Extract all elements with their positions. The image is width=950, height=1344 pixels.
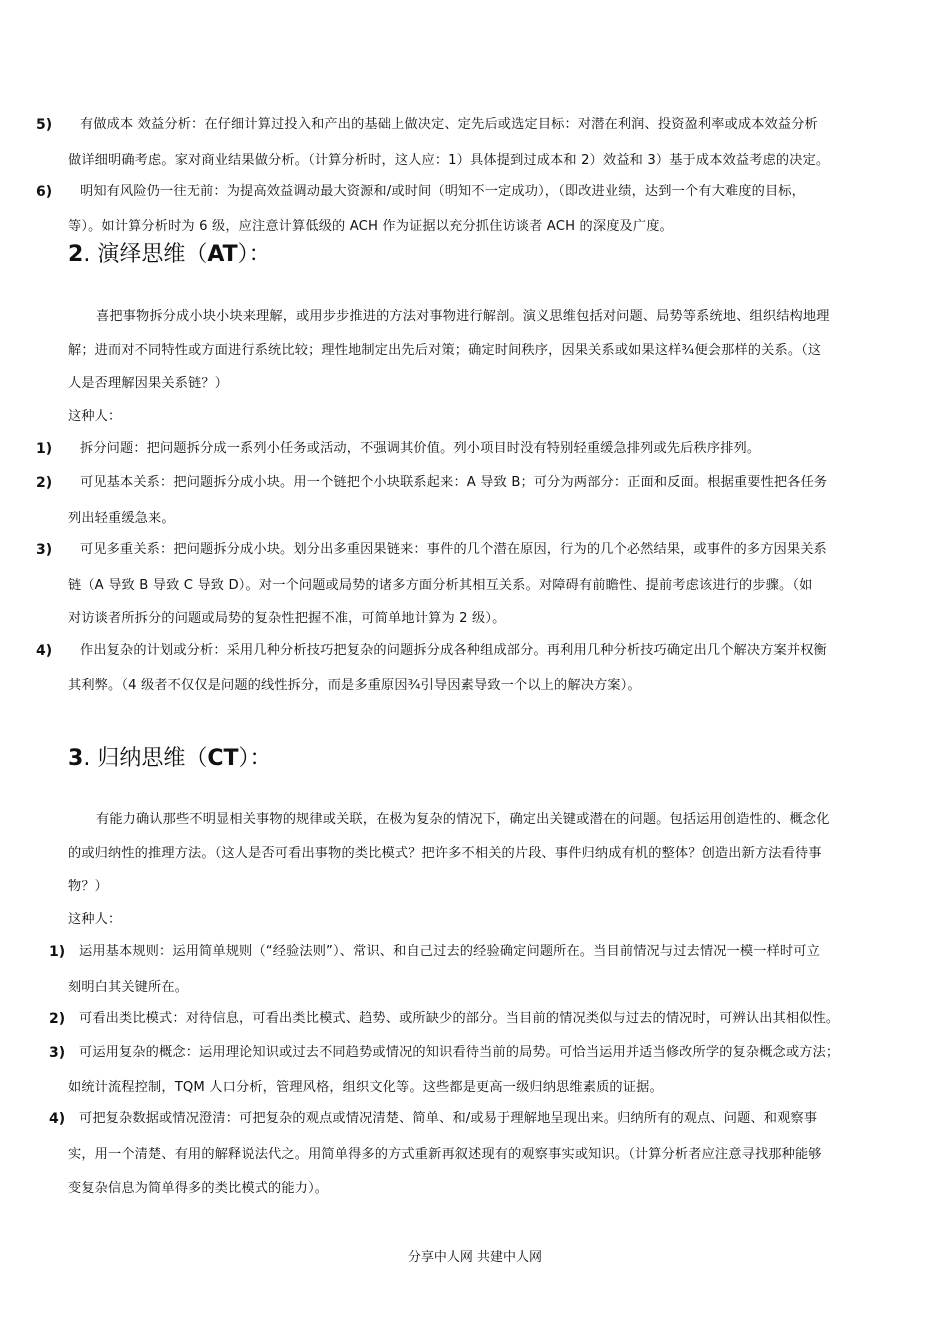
item-text-line: 其利弊。（4 级者不仅仅是问题的线性拆分，而是多重原因¾引导因素导致一个以上的解决方案）。: [68, 678, 641, 693]
lead-text: 这种人：: [68, 912, 122, 927]
section-heading: [68, 745, 272, 773]
heading-number: 2: [68, 242, 84, 267]
item-text-line: 可把复杂数据或情况澄清：可把复杂的观点或情况清楚、简单、和/或易于理解地呈现出来。归纳所有的观点、问题、和观察事: [79, 1111, 818, 1126]
heading-title: 归纳思维（: [97, 746, 208, 771]
item-number: 1): [49, 944, 66, 960]
item-number: 4): [49, 1111, 66, 1127]
item-number: 5): [36, 117, 53, 133]
item-number: 3): [49, 1045, 66, 1061]
lead-text: 这种人：: [68, 409, 122, 424]
heading-number: 3: [68, 746, 84, 771]
item-number: 3): [36, 542, 53, 558]
item-text-line: 拆分问题：把问题拆分成一系列小任务或活动，不强调其价值。列小项目时没有特别轻重缓急排列或先后秩序排列。: [80, 441, 761, 456]
item-text-line: 可见多重关系：把问题拆分成小块。划分出多重因果链来：事件的几个潜在原因，行为的几个必然结果，或事件的多方因果关系: [80, 542, 827, 557]
item-text-line: 链（A 导致 B 导致 C 导致 D）。对一个问题或局势的诸多方面分析其相互关系。对障碍有前瞻性、提前考虑该进行的步骤。（如: [68, 578, 813, 593]
page-footer: 分享中人网 共建中人网: [407, 1250, 543, 1265]
heading-end: ）：: [237, 242, 271, 267]
intro-line: 喜把事物拆分成小块小块来理解，或用步步推进的方法对事物进行解剖。演义思维包括对问题、局势等系统地、组织结构地理: [96, 309, 830, 324]
item-text-line: 可运用复杂的概念：运用理论知识或过去不同趋势或情况的知识看待当前的局势。可恰当运用并适当修改所学的复杂概念或方法；: [79, 1045, 840, 1060]
item-text-line: 作出复杂的计划或分析：采用几种分析技巧把复杂的问题拆分成各种组成部分。再利用几种分析技巧确定出几个解决方案并权衡: [80, 643, 827, 658]
item-text-line: 做详细明确考虑。家对商业结果做分析。（计算分析时，这人应：1）具体提到过成本和 2）效益和 3）基于成本效益考虑的决定。: [68, 153, 830, 168]
item-text-line: 明知有风险仍一往无前：为提高效益调动最大资源和/或时间（明知不一定成功），（即改进业绩，达到一个有大难度的目标，: [80, 184, 805, 199]
item-text-line: 运用基本规则：运用简单规则（“经验法则”）、常识、和自己过去的经验确定问题所在。当目前情况与过去情况一模一样时可立: [79, 944, 820, 959]
heading-title: 演绎思维（: [97, 242, 208, 267]
item-text-line: 如统计流程控制，TQM 人口分析，管理风格，组织文化等。这些都是更高一级归纳思维素质的证据。: [68, 1080, 663, 1095]
item-text-line: 变复杂信息为简单得多的类比模式的能力）。: [68, 1181, 329, 1196]
intro-line: 的或归纳性的推理方法。（这人是否可看出事物的类比模式？把许多不相关的片段、事件归纳成有机的整体？创造出新方法看待事: [68, 846, 822, 861]
item-text-line: 可看出类比模式：对待信息，可看出类比模式、趋势、或所缺少的部分。当目前的情况类似与过去的情况时，可辨认出其相似性。: [79, 1011, 840, 1026]
item-text-line: 实，用一个清楚、有用的解释说法代之。用简单得多的方式重新再叙述现有的观察事实或知识。（计算分析者应注意寻找那种能够: [68, 1147, 822, 1162]
item-text-line: 刻明白其关键所在。: [68, 980, 189, 995]
heading-dot: .: [83, 242, 98, 267]
intro-line: 人是否理解因果关系链？）: [68, 376, 229, 391]
item-number: 6): [36, 184, 53, 200]
intro-line: 有能力确认那些不明显相关事物的规律或关联，在极为复杂的情况下，确定出关键或潜在的问题。包括运用创造性的、概念化: [96, 812, 830, 827]
item-text-line: 可见基本关系：把问题拆分成小块。用一个链把个小块联系起来：A 导致 B；可分为两部分：正面和反面。根据重要性把各任务: [80, 475, 828, 490]
heading-code: AT: [207, 242, 238, 267]
heading-code: CT: [207, 746, 239, 771]
item-number: 1): [36, 441, 53, 457]
item-text-line: 列出轻重缓急来。: [68, 511, 175, 526]
item-number: 4): [36, 643, 53, 659]
heading-end: ）：: [238, 746, 272, 771]
item-number: 2): [49, 1011, 66, 1027]
section-heading: [68, 241, 271, 269]
item-text-line: 等）。如计算分析时为 6 级，应注意计算低级的 ACH 作为证据以充分抓住访谈者 ACH 的深度及广度。: [68, 219, 673, 234]
heading-dot: .: [83, 746, 98, 771]
intro-line: 解；进而对不同特性或方面进行系统比较；理性地制定出先后对策；确定时间秩序，因果关系或如果这样¾便会那样的关系。（这: [68, 343, 822, 358]
item-text-line: 有做成本 效益分析：在仔细计算过投入和产出的基础上做决定、定先后或选定目标：对潜在利润、投资盈利率或成本效益分析: [80, 117, 818, 132]
item-text-line: 对访谈者所拆分的问题或局势的复杂性把握不准，可简单地计算为 2 级）。: [68, 611, 506, 626]
intro-line: 物？）: [68, 879, 109, 894]
item-number: 2): [36, 475, 53, 491]
